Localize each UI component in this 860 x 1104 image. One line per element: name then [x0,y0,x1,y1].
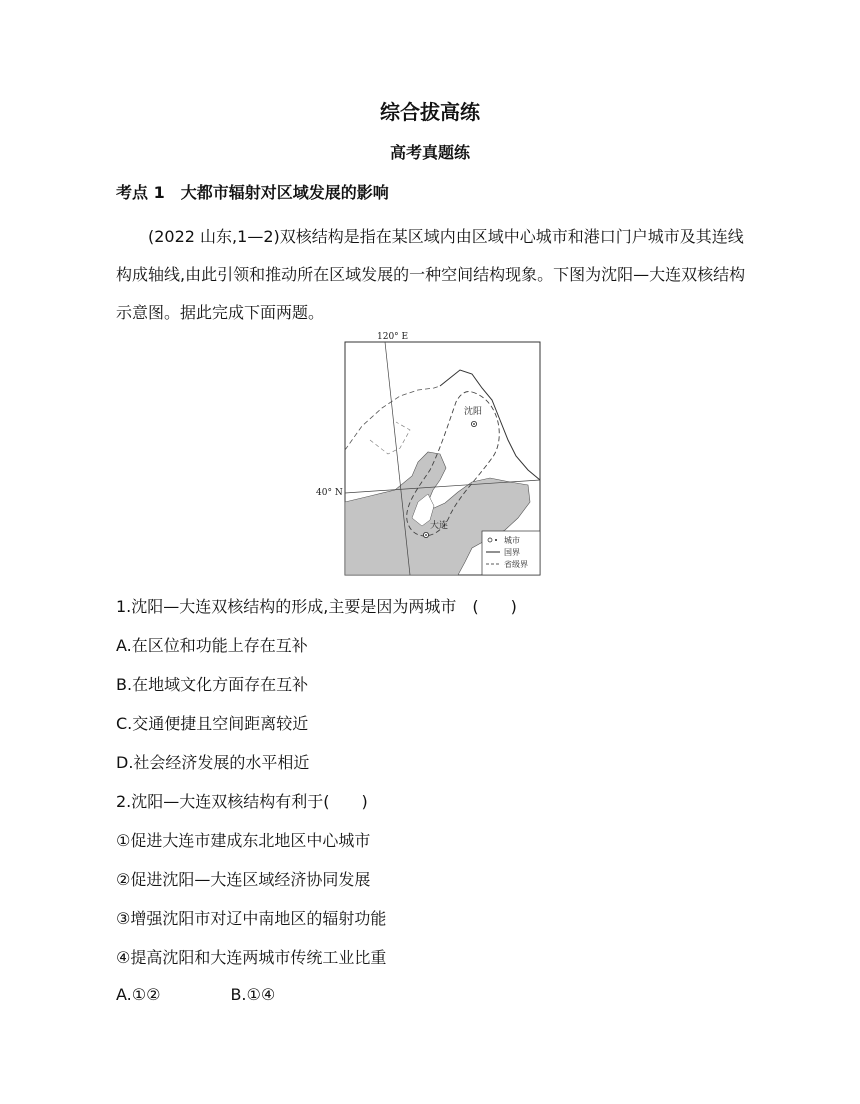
legend-provincial-border-label: 省级界 [504,560,528,569]
city-label-dalian: 大连 [430,521,449,531]
question-2-item-4: ④提高沈阳和大连两城市传统工业比重 [116,948,387,967]
latitude-label: 40° N [316,488,343,498]
question-2-option-a: A.①② [116,985,161,1004]
question-1-option-a: A.在区位和功能上存在互补 [116,636,308,655]
legend-city-icon [488,538,492,542]
intro-paragraph: (2022 山东,1—2)双核结构是指在某区域内由区域中心城市和港口门户城市及其连线构成轴线,由此引领和推动所在区域发展的一种空间结构现象。下图为沈阳—大连双核结构示意图。据此完成下面两题。 [116,227,746,322]
question-2-option-b: B.①④ [230,985,276,1004]
question-2-options [116,985,275,1004]
longitude-label: 120° E [377,332,409,342]
legend-city-label: 城市 [504,536,520,545]
section-heading: 考点 1 大都市辐射对区域发展的影响 [116,183,389,202]
question-1-option-c: C.交通便捷且空间距离较近 [116,714,309,733]
city-marker-shenyang-dot [473,423,475,425]
page-title: 综合拔高练 [380,100,480,124]
legend-city-icon-dot [495,539,497,541]
question-1-stem: 1.沈阳—大连双核结构的形成,主要是因为两城市 ( ) [116,597,517,616]
page-subtitle: 高考真题练 [389,143,470,162]
question-2-item-3: ③增强沈阳市对辽中南地区的辐射功能 [116,909,387,928]
legend-national-border-label: 国界 [504,548,520,557]
shenyang-dalian-map [300,330,550,580]
city-label-shenyang: 沈阳 [464,407,483,417]
city-marker-dalian-dot [425,534,427,536]
question-2-item-1: ①促进大连市建成东北地区中心城市 [116,831,371,850]
question-2-item-2: ②促进沈阳—大连区域经济协同发展 [116,870,371,889]
question-2-stem: 2.沈阳—大连双核结构有利于( ) [116,792,368,811]
question-1-option-d: D.社会经济发展的水平相近 [116,753,310,772]
question-1-option-b: B.在地域文化方面存在互补 [116,675,309,694]
